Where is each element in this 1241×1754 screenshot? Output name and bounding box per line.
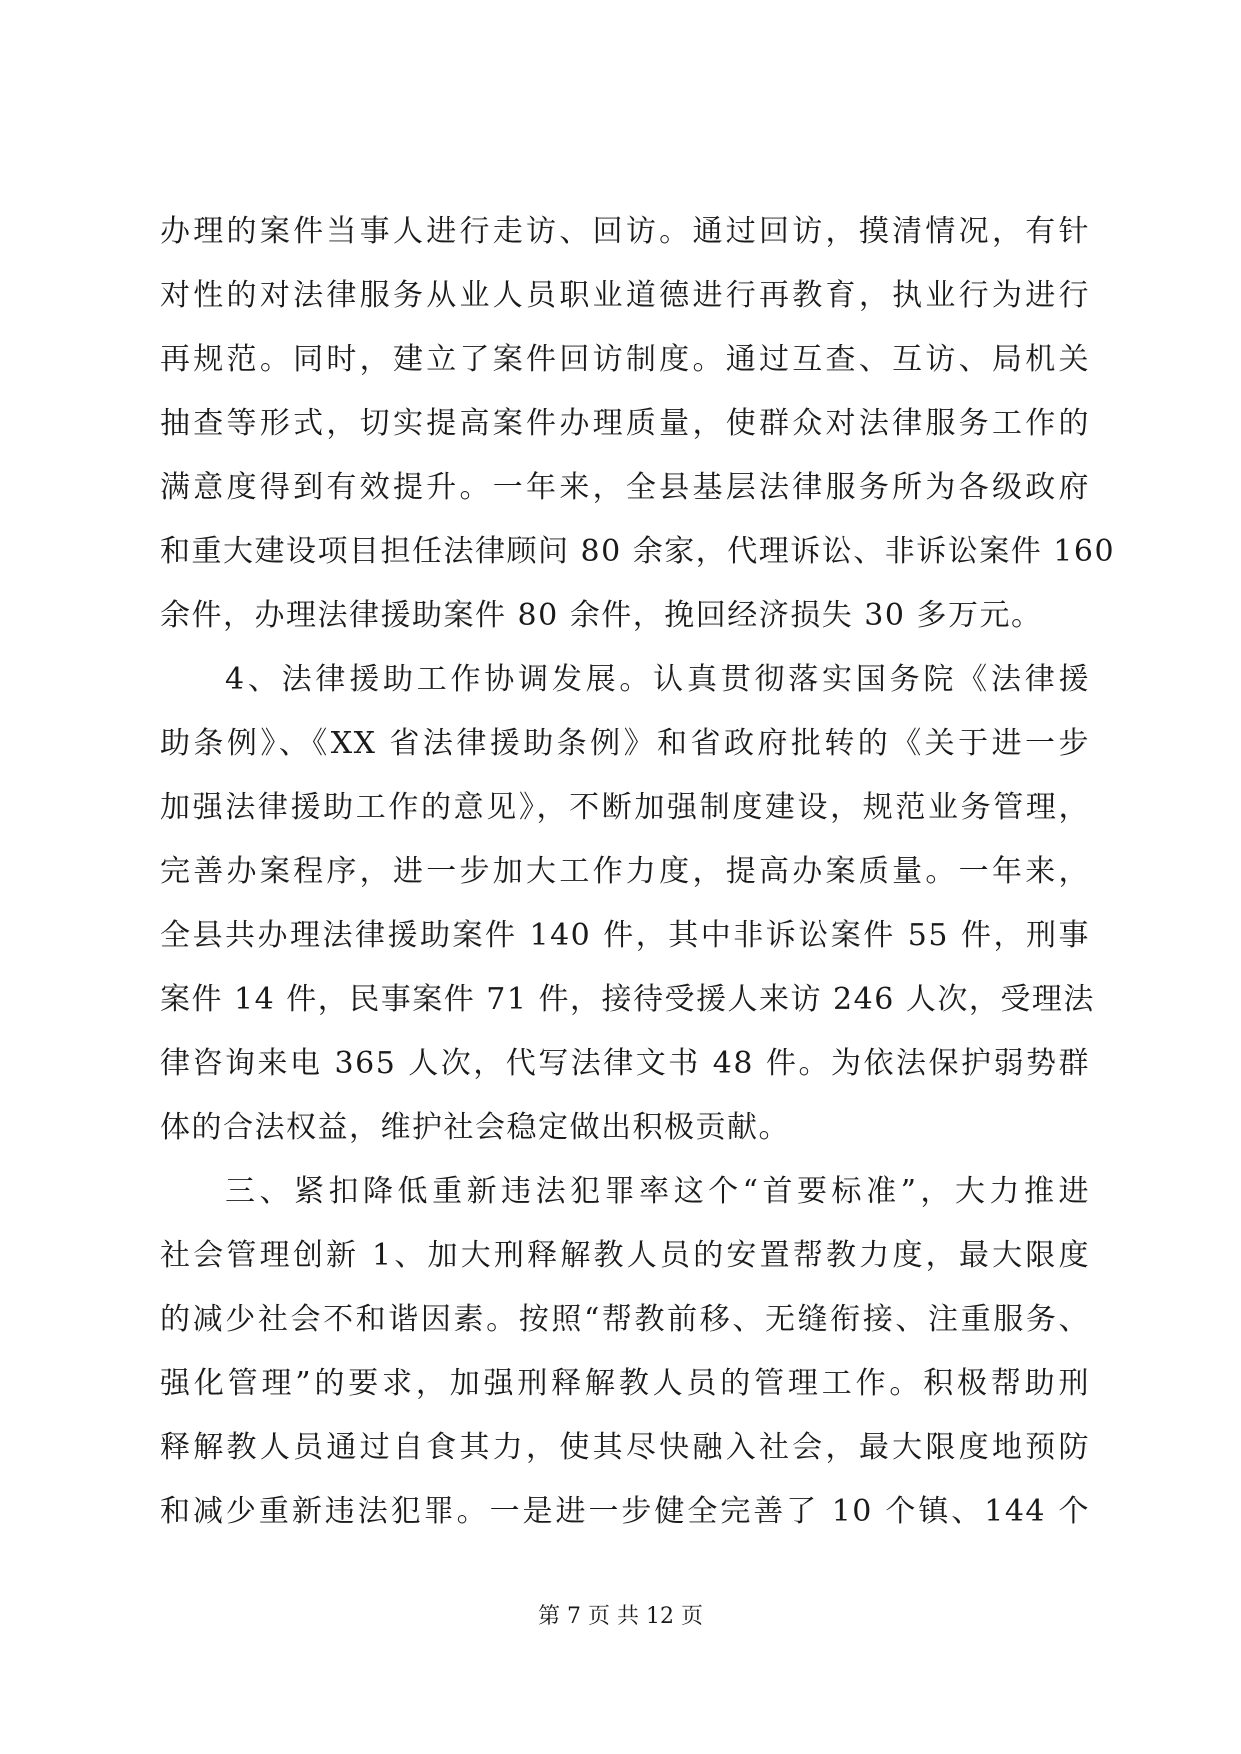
- text-line: 对性的对法律服务从业人员职业道德进行再教育，执业行为进行: [160, 278, 1090, 313]
- text-line: 强化管理”的要求，加强刑释解教人员的管理工作。积极帮助刑: [160, 1366, 1090, 1401]
- text-line: 律咨询来电 365 人次，代写法律文书 48 件。为依法保护弱势群: [160, 1046, 1090, 1081]
- text-line: 案件 14 件，民事案件 71 件，接待受援人来访 246 人次，受理法: [160, 982, 1095, 1017]
- page-number-label: 第 7 页 共 12 页: [538, 1604, 703, 1629]
- text-line: 完善办案程序，进一步加大工作力度，提高办案质量。一年来，: [160, 854, 1090, 889]
- text-line: 和减少重新违法犯罪。一是进一步健全完善了 10 个镇、144 个: [160, 1494, 1090, 1529]
- text-line: 释解教人员通过自食其力，使其尽快融入社会，最大限度地预防: [160, 1430, 1090, 1465]
- text-line: 满意度得到有效提升。一年来，全县基层法律服务所为各级政府: [160, 470, 1090, 505]
- text-line: 的减少社会不和谐因素。按照“帮教前移、无缝衔接、注重服务、: [160, 1302, 1090, 1337]
- text-line: 余件，办理法律援助案件 80 余件，挽回经济损失 30 多万元。: [160, 598, 1043, 633]
- text-line: 助条例》、《XX 省法律援助条例》和省政府批转的《关于进一步: [160, 726, 1090, 761]
- text-line: 加强法律援助工作的意见》，不断加强制度建设，规范业务管理，: [160, 790, 1090, 825]
- text-line: 办理的案件当事人进行走访、回访。通过回访，摸清情况，有针: [160, 214, 1090, 249]
- paragraph-start-line: 4、法律援助工作协调发展。认真贯彻落实国务院《法律援: [225, 662, 1090, 697]
- text-line: 体的合法权益，维护社会稳定做出积极贡献。: [160, 1110, 790, 1145]
- text-line: 抽查等形式，切实提高案件办理质量，使群众对法律服务工作的: [160, 406, 1090, 441]
- text-line: 再规范。同时，建立了案件回访制度。通过互查、互访、局机关: [160, 342, 1090, 377]
- text-line: 社会管理创新 1、加大刑释解教人员的安置帮教力度，最大限度: [160, 1238, 1090, 1273]
- text-line: 和重大建设项目担任法律顾问 80 余家，代理诉讼、非诉讼案件 160: [160, 534, 1116, 569]
- page-footer: [0, 1602, 1241, 1632]
- text-line: 全县共办理法律援助案件 140 件，其中非诉讼案件 55 件，刑事: [160, 918, 1090, 953]
- paragraph-start-line: 三、紧扣降低重新违法犯罪率这个“首要标准”，大力推进: [225, 1174, 1090, 1209]
